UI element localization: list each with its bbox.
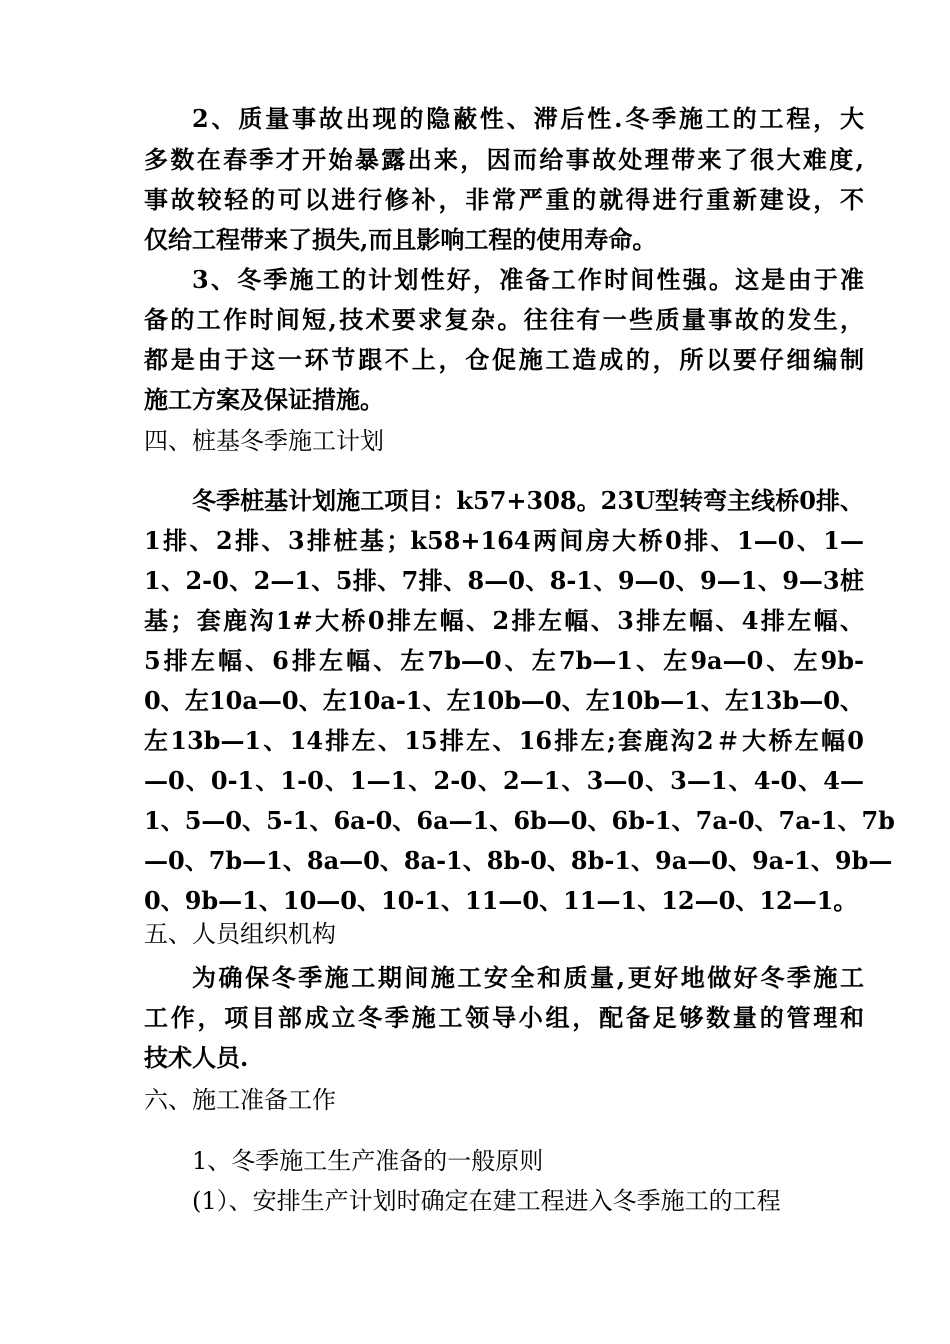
paragraph-line: 5排左幅、6排左幅、左7b—0、左7b—1、左9a—0、左9b- [144, 646, 864, 675]
paragraph-line: —0、0-1、1-0、1—1、2-0、2—1、3—0、3—1、4-0、4— [144, 766, 864, 795]
paragraph-line: 2、质量事故出现的隐蔽性、滞后性.冬季施工的工程，大 [192, 104, 864, 133]
section-heading: 六、施工准备工作 [144, 1086, 336, 1114]
paragraph-line: 0、9b—1、10—0、10-1、11—0、11—1、12—0、12—1。 [144, 886, 858, 915]
paragraph-line: —0、7b—1、8a—0、8a-1、8b-0、8b-1、9a—0、9a-1、9b— [144, 846, 893, 875]
paragraph-line: 基；套鹿沟1#大桥0排左幅、2排左幅、3排左幅、4排左幅、 [144, 606, 864, 635]
paragraph-line: 都是由于这一环节跟不上，仓促施工造成的，所以要仔细编制 [144, 345, 864, 374]
section-heading: 四、桩基冬季施工计划 [144, 427, 384, 455]
paragraph-line: 仅给工程带来了损失,而且影响工程的使用寿命。 [144, 225, 657, 254]
paragraph-line: 3、冬季施工的计划性好，准备工作时间性强。这是由于准 [192, 265, 864, 294]
paragraph-line: 冬季桩基计划施工项目：k57+308。23U型转弯主线桥0排、 [192, 486, 864, 515]
paragraph-line: 1排、2排、3排桩基；k58+164两间房大桥0排、1—0、1— [144, 526, 864, 555]
paragraph-line: 施工方案及保证措施。 [144, 385, 384, 414]
paragraph-line: 备的工作时间短,技术要求复杂。往往有一些质量事故的发生， [144, 305, 864, 334]
paragraph-line: 1、5—0、5-1、6a-0、6a—1、6b—0、6b-1、7a-0、7a-1、7b [144, 806, 895, 835]
paragraph-line: 技术人员. [144, 1043, 249, 1072]
paragraph-line: 0、左10a—0、左10a-1、左10b—0、左10b—1、左13b—0、 [144, 686, 864, 715]
paragraph-line: 工作，项目部成立冬季施工领导小组，配备足够数量的管理和 [144, 1003, 864, 1032]
paragraph-line: 1、2-0、2—1、5排、7排、8—0、8-1、9—0、9—1、9—3桩 [144, 566, 864, 595]
paragraph-line: 左13b—1、14排左、15排左、16排左;套鹿沟2＃大桥左幅0 [144, 726, 864, 755]
subheading: 1、冬季施工生产准备的一般原则 [192, 1147, 544, 1175]
paragraph-line: (1）、安排生产计划时确定在建工程进入冬季施工的工程 [192, 1187, 781, 1215]
section-heading: 五、人员组织机构 [144, 920, 336, 948]
paragraph-line: 多数在春季才开始暴露出来，因而给事故处理带来了很大难度, [144, 145, 864, 174]
paragraph-line: 事故较轻的可以进行修补，非常严重的就得进行重新建设，不 [144, 185, 864, 214]
paragraph-line: 为确保冬季施工期间施工安全和质量,更好地做好冬季施工 [192, 963, 864, 992]
